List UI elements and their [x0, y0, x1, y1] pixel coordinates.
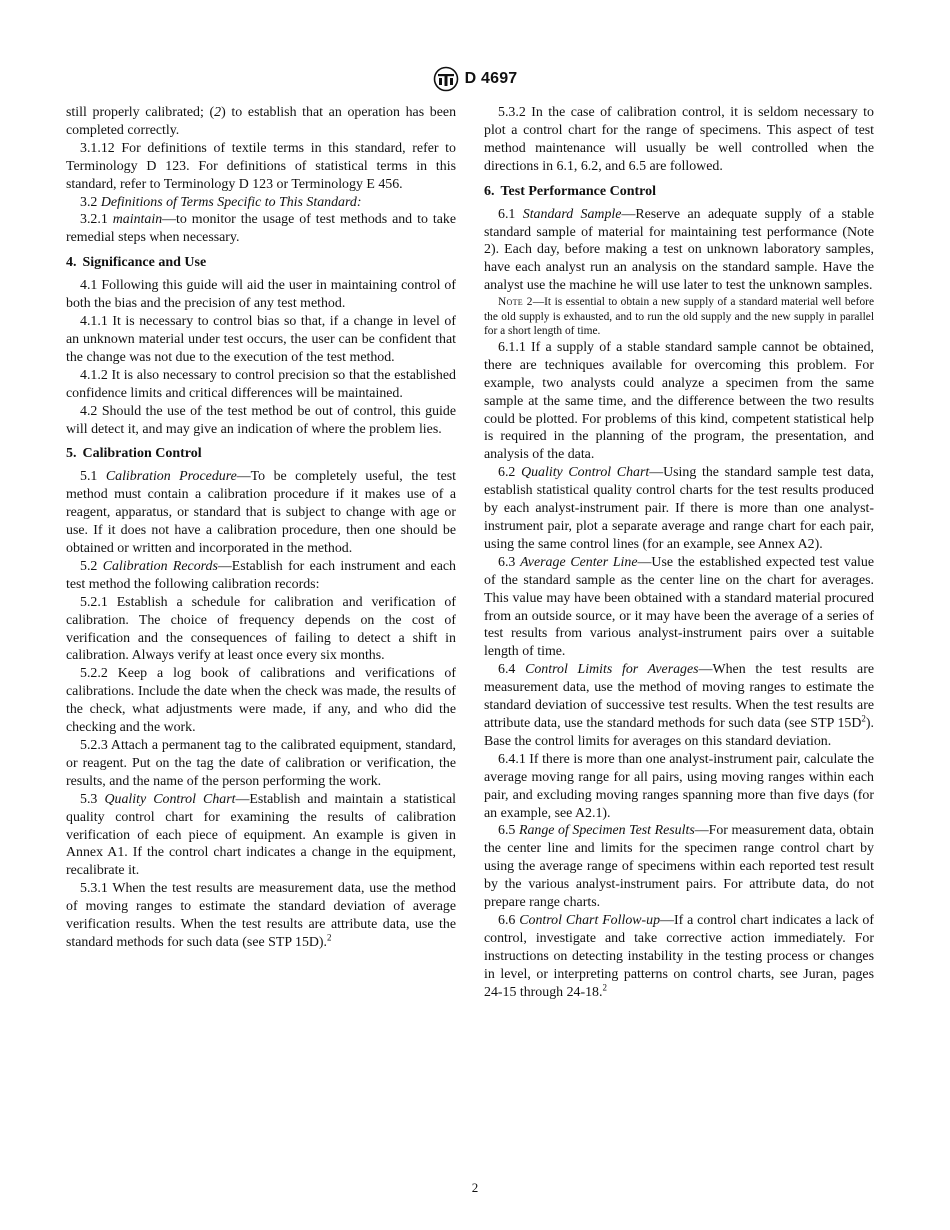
paragraph-5-1: 5.1 Calibration Procedure—To be completely useful, the test method must contain a calibration procedure if it makes use of a reagent, apparatus, or standard that is subject to change with age or use. If it does not have a calibration procedure, then one should be obtained or written and incorporated in the method. — [66, 469, 456, 557]
paragraph-intro: still properly calibrated; (2) to establish that an operation has been completed correctly. — [66, 105, 457, 138]
paragraph-4-1-2: 4.1.2 It is also necessary to control precision so that the established confidence limits and critical differences will be maintained. — [66, 367, 456, 401]
page-header — [0, 66, 950, 92]
note-2: Note 2—It is essential to obtain a new supply of a standard material well before the old supply is exhausted, and to run the old supply and the new supply in parallel for a short length of time. — [484, 296, 874, 338]
standard-designation: D 4697 — [464, 70, 518, 87]
paragraph-5-2-3: 5.2.3 Attach a permanent tag to the calibrated equipment, standard, or reagent. Put on the tag the date of calibration or verification, the results, and the name of the person performing the work. — [66, 738, 456, 789]
paragraph-6-2: 6.2 Quality Control Chart—Using the standard sample test data, establish statistical quality control charts for the test results produced by each analyst-instrument pair. If there is more than one analyst-instrument pair, plot a separate average and range chart for each pair, using the same control lines (for an example, see Annex A2). — [484, 465, 874, 552]
paragraph-5-3: 5.3 Quality Control Chart—Establish and maintain a statistical quality control chart for examining the results of calibration verification of each piece of equipment. An example is given in Annex A1. If the control chart indicates a change in the equipment, recalibrate it. — [66, 791, 456, 879]
footnote-ref: 2 — [327, 932, 332, 943]
paragraph-5-2-2: 5.2.2 Keep a log book of calibrations and verifications of calibrations. Include the date when the check was made, the results of the check, what adjustments were made, if any, and who did the checking and the work. — [66, 666, 456, 736]
page-number: 2 — [471, 1180, 479, 1195]
paragraph-3-2-1: 3.2.1 maintain—to monitor the usage of test methods and to take remedial steps when necessary. — [66, 212, 456, 246]
paragraph-6-4: 6.4 Control Limits for Averages—When the test results are measurement data, use the method of moving ranges to estimate the standard deviation of successive test results. When the test results are attribute data, use the standard methods for such data (see STP $15D^2$). Base the control limits for averages on this standard deviation. — [484, 662, 874, 749]
paragraph-6-1-1: 6.1.1 If a supply of a stable standard sample cannot be obtained, there are techniques available for overcoming this problem. For example, two analysts could analyze a specimen from the same sample at the same time, and the difference between the two results could be plotted. For problems of this kind, competent statistical help is required in the planning of the program, the presentation, and analysis of the data. — [484, 339, 874, 463]
right-column — [484, 104, 874, 1001]
left-column — [66, 104, 456, 952]
paragraph-5-3-1: 5.3.1 When the test results are measurement data, use the method of moving ranges to estimate the standard deviation of average verification results. When the test results are attribute data, use the standard methods for such data (see STP 15D).$^2$ — [66, 881, 456, 950]
paragraph-4-1-1: 4.1.1 It is necessary to control bias so that, if a change in level of an unknown material under test occurs, the user can be confident that the change was not due to the execution of the test method. — [66, 314, 456, 365]
paragraph-3-1-12: 3.1.12 For definitions of textile terms in this standard, refer to Terminology D 123. For definitions of statistical terms in this standard, refer to Terminology D 123 or Terminology E 456. — [66, 140, 456, 192]
paragraph-6-1: 6.1 Standard Sample—Reserve an adequate supply of a stable standard sample of material for maintaining test performance (Note 2). Each day, before making a test on unknown laboratory samples, have each analyst run an analysis on the standard sample. Have the analyst use the machine he will use later to test the unknown samples. — [484, 206, 874, 294]
paragraph-5-2: 5.2 Calibration Records—Establish for each instrument and each test method the following calibration records: — [66, 558, 456, 592]
footnote-ref: 2 — [602, 981, 607, 992]
paragraph-5-3-2: 5.3.2 In the case of calibration control, it is seldom necessary to plot a control chart for the range of specimens. This aspect of test method maintenance will usually be well controlled when the directions in 6.1, 6.2, and 6.5 are followed. — [484, 105, 874, 174]
paragraph-6-5: 6.5 Range of Specimen Test Results—For measurement data, obtain the center line and limits for the specimen range control chart by using the average range of specimens within each reported test result by the various analyst-instrument pairs. For attribute data, do not prepare range charts. — [484, 823, 874, 911]
paragraph-3-2: 3.2 Definitions of Terms Specific to This Standard: — [80, 194, 362, 210]
paragraph-6-6: 6.6 Control Chart Follow-up—If a control chart indicates a lack of control, investigate and take corrective action immediately. For instructions on detecting instability in the testing process or changes in level, or interpreting patterns on control charts, see Juran, pages 24-15 through 24-18.$^2$ — [484, 912, 874, 1000]
section-heading-6: 6. Test Performance Control — [484, 183, 657, 199]
astm-logo-icon — [433, 66, 459, 92]
paragraph-4-1: 4.1 Following this guide will aid the user in maintaining control of both the bias and the precision of any test method. — [66, 278, 456, 312]
paragraph-6-3: 6.3 Average Center Line—Use the established expected test value of the standard sample as the center line on the chart for averages. This value may have been obtained with a standard material procured from an outside source, or it may have been the average of a series of test results from various analyst-instrument pairs over a suitable length of time. — [484, 554, 874, 660]
paragraph-4-2: 4.2 Should the use of the test method be out of control, this guide will detect it, and may give an indication of where the problem lies. — [66, 403, 456, 437]
paragraph-6-4-1: 6.4.1 If there is more than one analyst-instrument pair, calculate the average moving range for all pairs, using moving ranges within each pair, and excluding moving ranges spanning more than five days (for an example, see A2.1). — [484, 751, 874, 821]
paragraph-5-2-1: 5.2.1 Establish a schedule for calibration and verification of calibration. The choice of frequency depends on the cost of verification and the consequences of failing to detect a shift in calibration. Always verify at least once every six months. — [66, 594, 456, 664]
section-heading-4: 4. Significance and Use — [66, 255, 207, 271]
section-heading-5: 5. Calibration Control — [66, 446, 202, 462]
footnote-ref: 2 — [861, 713, 866, 724]
